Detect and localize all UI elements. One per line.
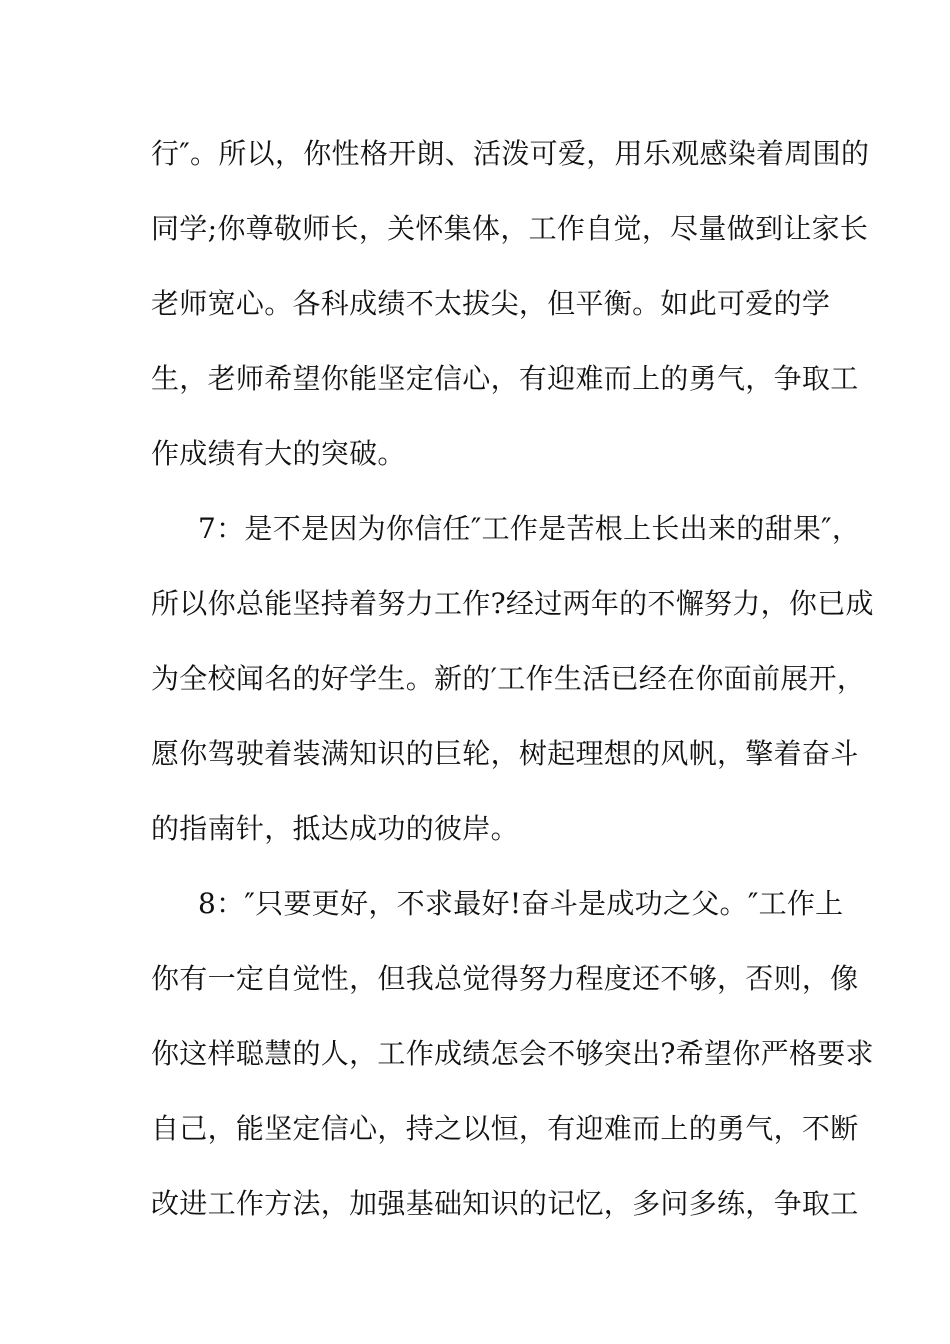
text-line: 你这样聪慧的人，工作成绩怎会不够突出?希望你严格要求 <box>151 1037 874 1070</box>
text-line: 为全校闻名的好学生。新的′工作生活已经在你面前展开， <box>151 662 866 695</box>
text-line: 所以你总能坚持着努力工作?经过两年的不懈努力，你已成 <box>151 587 874 620</box>
text-line: 改进工作方法，加强基础知识的记忆，多问多练，争取工 <box>151 1187 859 1220</box>
text-line: 作成绩有大的突破。 <box>151 437 406 470</box>
text-line: 行″。所以，你性格开朗、活泼可爱，用乐观感染着周围的 <box>151 137 870 170</box>
text-line: 你有一定自觉性，但我总觉得努力程度还不够，否则，像 <box>151 962 859 995</box>
text-line: 老师宽心。各科成绩不太拔尖，但平衡。如此可爱的学 <box>151 287 831 320</box>
paragraph-8-first-line: 8：″只要更好，不求最好!奋斗是成功之父。″工作上 <box>198 887 844 920</box>
text-line: 的指南针，抵达成功的彼岸。 <box>151 812 519 845</box>
text-line: 生，老师希望你能坚定信心，有迎难而上的勇气，争取工 <box>151 362 859 395</box>
text-line: 自己，能坚定信心，持之以恒，有迎难而上的勇气，不断 <box>151 1112 859 1145</box>
text-line: 同学;你尊敬师长，关怀集体，工作自觉，尽量做到让家长 <box>151 212 869 245</box>
text-line: 愿你驾驶着装满知识的巨轮，树起理想的风帆，擎着奋斗 <box>151 737 859 770</box>
paragraph-7-first-line: 7：是不是因为你信任″工作是苦根上长出来的甜果″， <box>198 512 861 545</box>
